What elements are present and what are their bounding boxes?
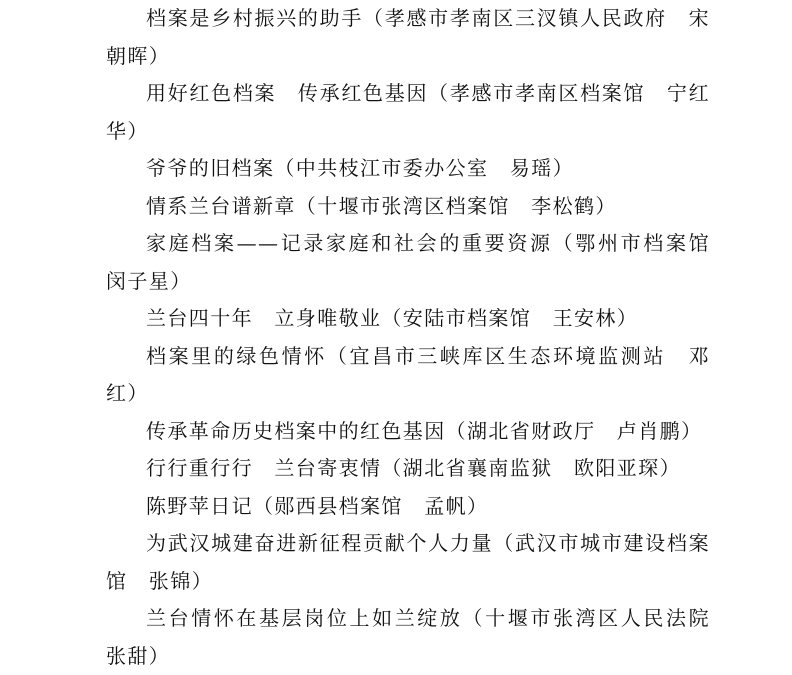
- article-entry: 陈野苹日记（郧西县档案馆 孟帆）: [146, 493, 489, 518]
- article-entry: 为武汉城建奋进新征程贡献个人力量（武汉市城市建设档案馆 张锦）: [106, 531, 710, 593]
- article-entry: 档案里的绿色情怀（宜昌市三峡库区生态环境监测站 邓红）: [106, 343, 710, 405]
- article-entry: 爷爷的旧档案（中共枝江市委办公室 易瑶）: [146, 156, 574, 180]
- article-entry: 传承革命历史档案中的红色基因（湖北省财政厅 卢肖鹏）: [146, 418, 703, 443]
- article-entry: 家庭档案——记录家庭和社会的重要资源（鄂州市档案馆 闵子星）: [106, 231, 732, 293]
- article-entry: 兰台情怀在基层岗位上如兰绽放（十堰市张湾区人民法院 张甜）: [106, 606, 732, 668]
- article-entry: 情系兰台谱新章（十堰市张湾区档案馆 李松鹤）: [146, 193, 617, 218]
- article-entry: 档案是乡村振兴的助手（孝感市孝南区三汊镇人民政府 宋朝晖）: [106, 6, 710, 68]
- article-entry: 兰台四十年 立身唯敬业（安陆市档案馆 王安林）: [146, 306, 639, 330]
- article-entry: 行行重行行 兰台寄衷情（湖北省襄南监狱 欧阳亚琛）: [146, 456, 681, 480]
- article-list: [106, 0, 732, 675]
- article-entry: 用好红色档案 传承红色基因（孝感市孝南区档案馆 宁红华）: [106, 81, 710, 143]
